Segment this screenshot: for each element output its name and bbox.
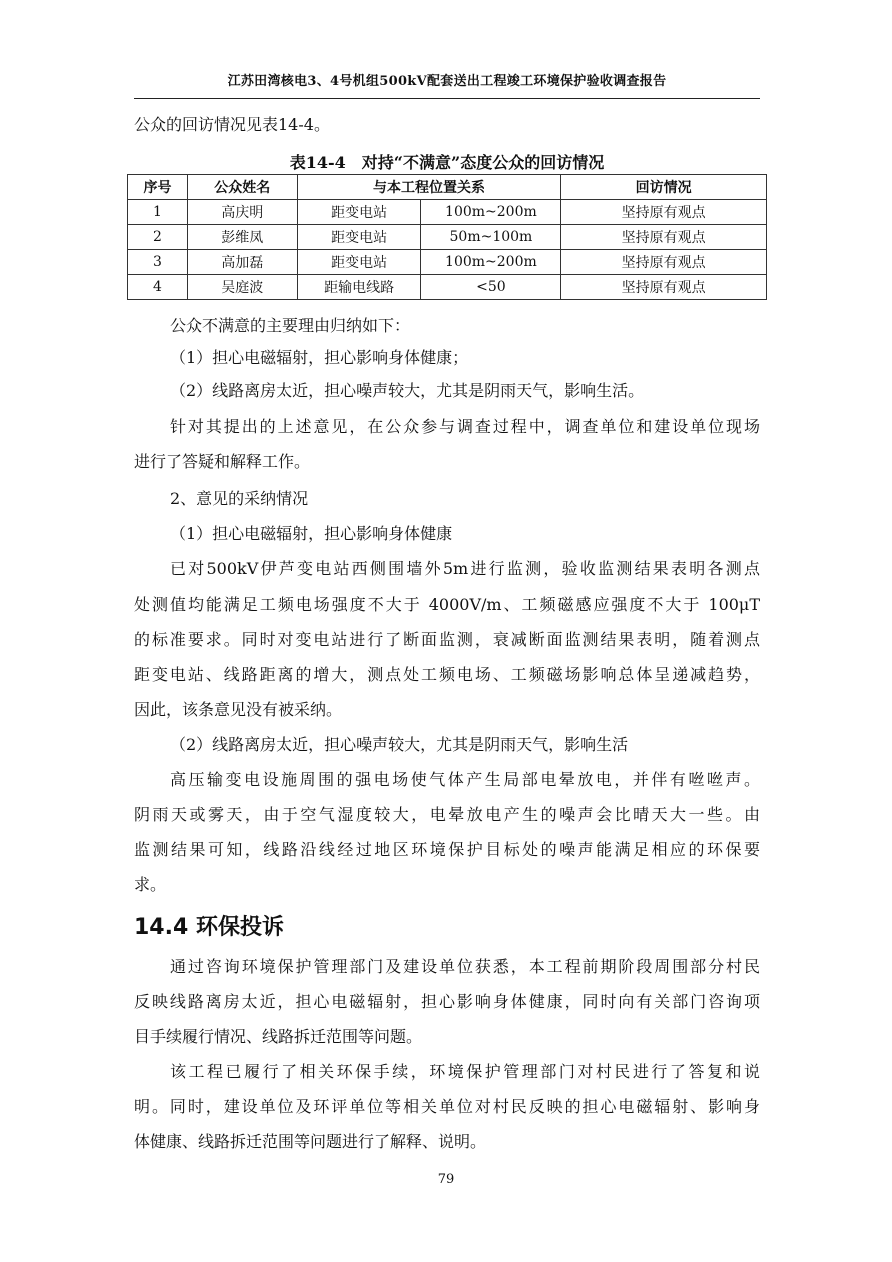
cell-revisit: 坚持原有观点 <box>561 225 767 250</box>
complaint-p1-line-3: 目手续履行情况、线路拆迁范围等问题。 <box>134 1027 423 1046</box>
revisit-table <box>127 174 767 300</box>
table-header-row <box>128 175 767 200</box>
item1-line-2: 处测值均能满足工频电场强度不大于 4000V/m、工频磁感应强度不大于 100μT <box>134 595 760 614</box>
cell-distance: 50m~100m <box>421 225 561 250</box>
cell-revisit: 坚持原有观点 <box>561 275 767 300</box>
intro-text: 公众的回访情况见表14-4。 <box>134 115 330 134</box>
col-header-relation: 与本工程位置关系 <box>297 175 561 200</box>
cell-distance: <50 <box>421 275 561 300</box>
section-heading: 14.4 环保投诉 <box>134 915 284 940</box>
col-header-index: 序号 <box>128 175 188 200</box>
header-rule <box>134 98 760 99</box>
cell-relation: 距变电站 <box>297 200 421 225</box>
col-header-revisit: 回访情况 <box>561 175 767 200</box>
cell-name: 彭维凤 <box>187 225 297 250</box>
item1-line-4: 距变电站、线路距离的增大，测点处工频电场、工频磁场影响总体呈递减趋势， <box>134 665 760 684</box>
table-row <box>128 275 767 300</box>
item1-line-5: 因此，该条意见没有被采纳。 <box>134 700 343 719</box>
cell-index: 2 <box>128 225 188 250</box>
running-header: 江苏田湾核电3、4号机组500kV配套送出工程竣工环境保护验收调查报告 <box>227 74 667 89</box>
cell-revisit: 坚持原有观点 <box>561 200 767 225</box>
response-line-1: 针对其提出的上述意见，在公众参与调查过程中，调查单位和建设单位现场 <box>170 417 760 436</box>
cell-relation: 距变电站 <box>297 250 421 275</box>
complaint-p2-line-2: 明。同时，建设单位及环评单位等相关单位对村民反映的担心电磁辐射、影响身 <box>134 1097 760 1116</box>
table-row <box>128 250 767 275</box>
response-line-2: 进行了答疑和解释工作。 <box>134 452 311 471</box>
cell-name: 吴庭波 <box>187 275 297 300</box>
cell-relation: 距输电线路 <box>297 275 421 300</box>
item2-line-3: 监测结果可知，线路沿线经过地区环境保护目标处的噪声能满足相应的环保要 <box>134 840 760 859</box>
item2-line-4: 求。 <box>134 875 167 894</box>
adoption-item-1: （1）担心电磁辐射，担心影响身体健康 <box>170 524 453 543</box>
cell-index: 3 <box>128 250 188 275</box>
col-header-name: 公众姓名 <box>187 175 297 200</box>
item2-line-2: 阴雨天或雾天，由于空气湿度较大，电晕放电产生的噪声会比晴天大一些。由 <box>134 805 760 824</box>
item1-line-3: 的标准要求。同时对变电站进行了断面监测，衰减断面监测结果表明，随着测点 <box>134 630 760 649</box>
cell-index: 1 <box>128 200 188 225</box>
cell-name: 高庆明 <box>187 200 297 225</box>
reason-1: （1）担心电磁辐射，担心影响身体健康； <box>170 348 469 367</box>
cell-distance: 100m~200m <box>421 200 561 225</box>
item1-line-1: 已对500kV伊芦变电站西侧围墙外5m进行监测，验收监测结果表明各测点 <box>170 559 760 578</box>
table-row <box>128 225 767 250</box>
complaint-p2-line-1: 该工程已履行了相关环保手续，环境保护管理部门对村民进行了答复和说 <box>170 1062 760 1081</box>
adoption-title: 2、意见的采纳情况 <box>170 489 309 508</box>
complaint-p1-line-1: 通过咨询环境保护管理部门及建设单位获悉，本工程前期阶段周围部分村民 <box>170 957 760 976</box>
cell-name: 高加磊 <box>187 250 297 275</box>
cell-distance: 100m~200m <box>421 250 561 275</box>
table-row <box>128 200 767 225</box>
adoption-item-2: （2）线路离房太近，担心噪声较大，尤其是阴雨天气，影响生活 <box>170 735 629 754</box>
reasons-intro: 公众不满意的主要理由归纳如下： <box>170 316 411 335</box>
table-caption: 表14-4 对持“不满意”态度公众的回访情况 <box>289 153 605 172</box>
reason-2: （2）线路离房太近，担心噪声较大，尤其是阴雨天气，影响生活。 <box>170 381 645 400</box>
cell-index: 4 <box>128 275 188 300</box>
cell-revisit: 坚持原有观点 <box>561 250 767 275</box>
complaint-p1-line-2: 反映线路离房太近，担心电磁辐射，担心影响身体健康，同时向有关部门咨询项 <box>134 992 760 1011</box>
item2-line-1: 高压输变电设施周围的强电场使气体产生局部电晕放电，并伴有咝咝声。 <box>170 770 760 789</box>
complaint-p2-line-3: 体健康、线路拆迁范围等问题进行了解释、说明。 <box>134 1132 487 1151</box>
cell-relation: 距变电站 <box>297 225 421 250</box>
page-number: 79 <box>437 1172 455 1187</box>
